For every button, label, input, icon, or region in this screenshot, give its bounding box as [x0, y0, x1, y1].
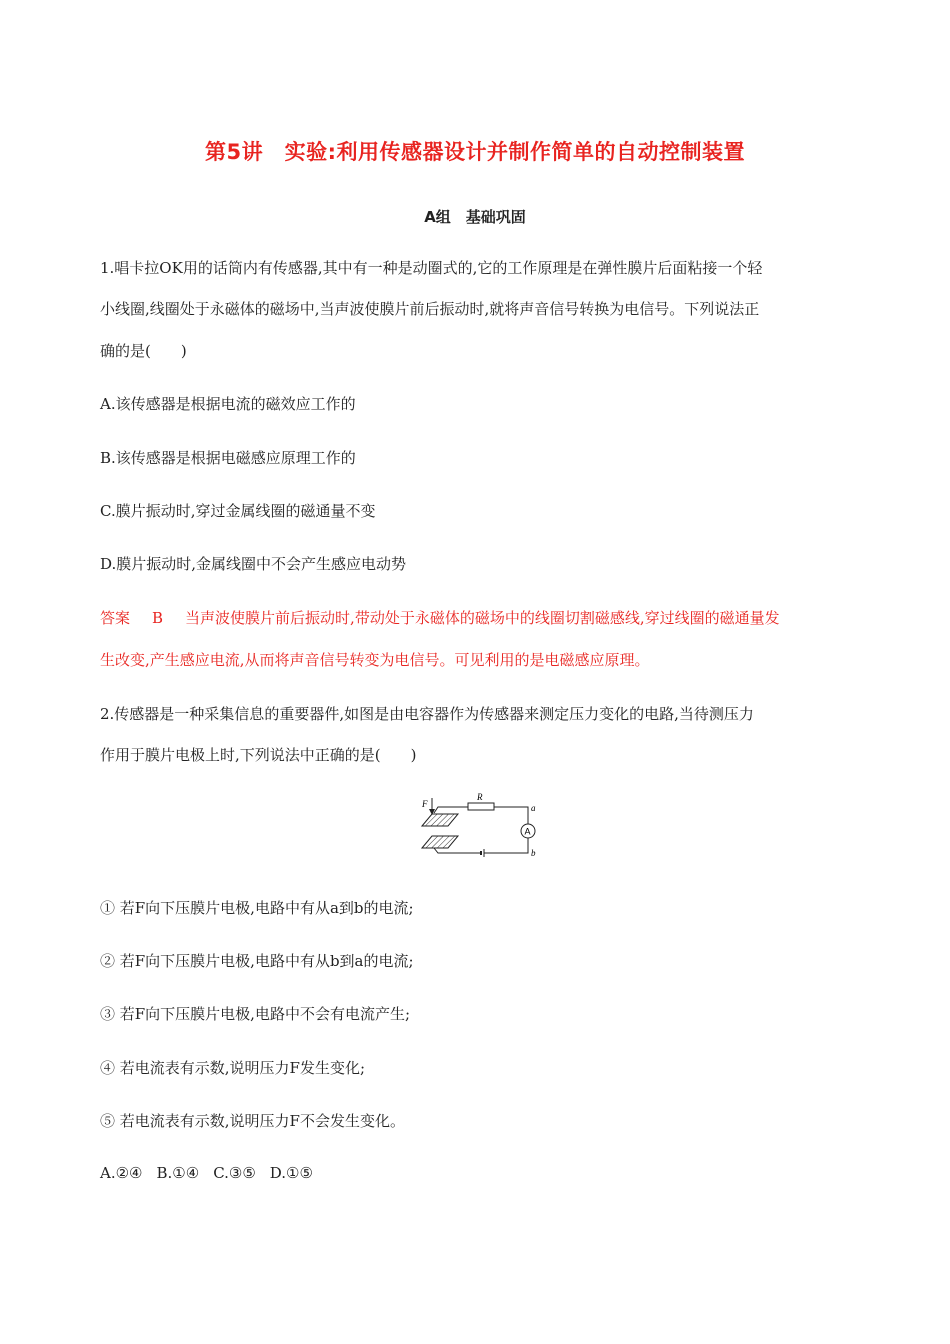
- label-a: a: [531, 803, 536, 813]
- answer-explanation-1: 当声波使膜片前后振动时,带动处于永磁体的磁场中的线圈切割磁感线,穿过线圈的磁通量发: [185, 609, 780, 627]
- q1-option-a: A.该传感器是根据电流的磁效应工作的: [100, 395, 356, 413]
- upper-membrane-plate: [422, 814, 458, 826]
- q1-option-b: B.该传感器是根据电磁感应原理工作的: [100, 449, 356, 467]
- q2-statement-2: ② 若F向下压膜片电极,电路中有从b到a的电流;: [100, 952, 414, 970]
- q2-choice-b: B.①④: [156, 1164, 200, 1182]
- section-heading: A组 基础巩固: [424, 208, 526, 226]
- q2-statement-4: ④ 若电流表有示数,说明压力F发生变化;: [100, 1059, 365, 1077]
- label-b: b: [531, 848, 536, 858]
- q2-stem-line-1: 2.传感器是一种采集信息的重要器件,如图是由电容器作为传感器来测定压力变化的电路,当待测压力: [100, 705, 754, 723]
- label-f: F: [422, 799, 428, 809]
- q2-choice-a: A.②④: [100, 1164, 143, 1182]
- q2-stem-line-2: 作用于膜片电极上时,下列说法中正确的是( ): [100, 746, 417, 764]
- q1-stem-line-3: 确的是( ): [100, 342, 187, 360]
- ammeter-label: A: [524, 826, 531, 837]
- page-title: 第5讲 实验:利用传感器设计并制作简单的自动控制装置: [204, 140, 745, 164]
- q2-statement-3: ③ 若F向下压膜片电极,电路中不会有电流产生;: [100, 1005, 410, 1023]
- q1-stem-line-1: 1.唱卡拉OK用的话筒内有传感器,其中有一种是动圈式的,它的工作原理是在弹性膜片后面粘接一个轻: [100, 259, 763, 277]
- q2-choices: [100, 1164, 313, 1182]
- top-wire-right: [494, 807, 528, 824]
- q1-answer-line-2: 生改变,产生感应电流,从而将声音信号转变为电信号。可见利用的是电磁感应原理。: [100, 651, 650, 669]
- q2-statement-1: ① 若F向下压膜片电极,电路中有从a到b的电流;: [100, 899, 414, 917]
- top-wire-left: [434, 807, 468, 813]
- lower-plate: [422, 836, 458, 848]
- answer-key: B: [152, 609, 164, 627]
- q1-option-d: D.膜片振动时,金属线圈中不会产生感应电动势: [100, 555, 407, 573]
- q2-statement-5: ⑤ 若电流表有示数,说明压力F不会发生变化。: [100, 1112, 405, 1130]
- q1-answer-line-1: [100, 607, 780, 628]
- resistor: [468, 803, 494, 810]
- label-r: R: [477, 792, 483, 802]
- capacitor-circuit-diagram: [410, 790, 550, 862]
- q2-choice-c: C.③⑤: [213, 1164, 256, 1182]
- q1-stem-line-2: 小线圈,线圈处于永磁体的磁场中,当声波使膜片前后振动时,就将声音信号转换为电信号。下列说法正: [100, 300, 760, 318]
- q2-choice-d: D.①⑤: [269, 1164, 313, 1182]
- q1-option-c: C.膜片振动时,穿过金属线圈的磁通量不变: [100, 502, 376, 520]
- answer-label: 答案: [100, 609, 131, 627]
- right-wire: [484, 838, 528, 853]
- bottom-wire: [434, 848, 481, 853]
